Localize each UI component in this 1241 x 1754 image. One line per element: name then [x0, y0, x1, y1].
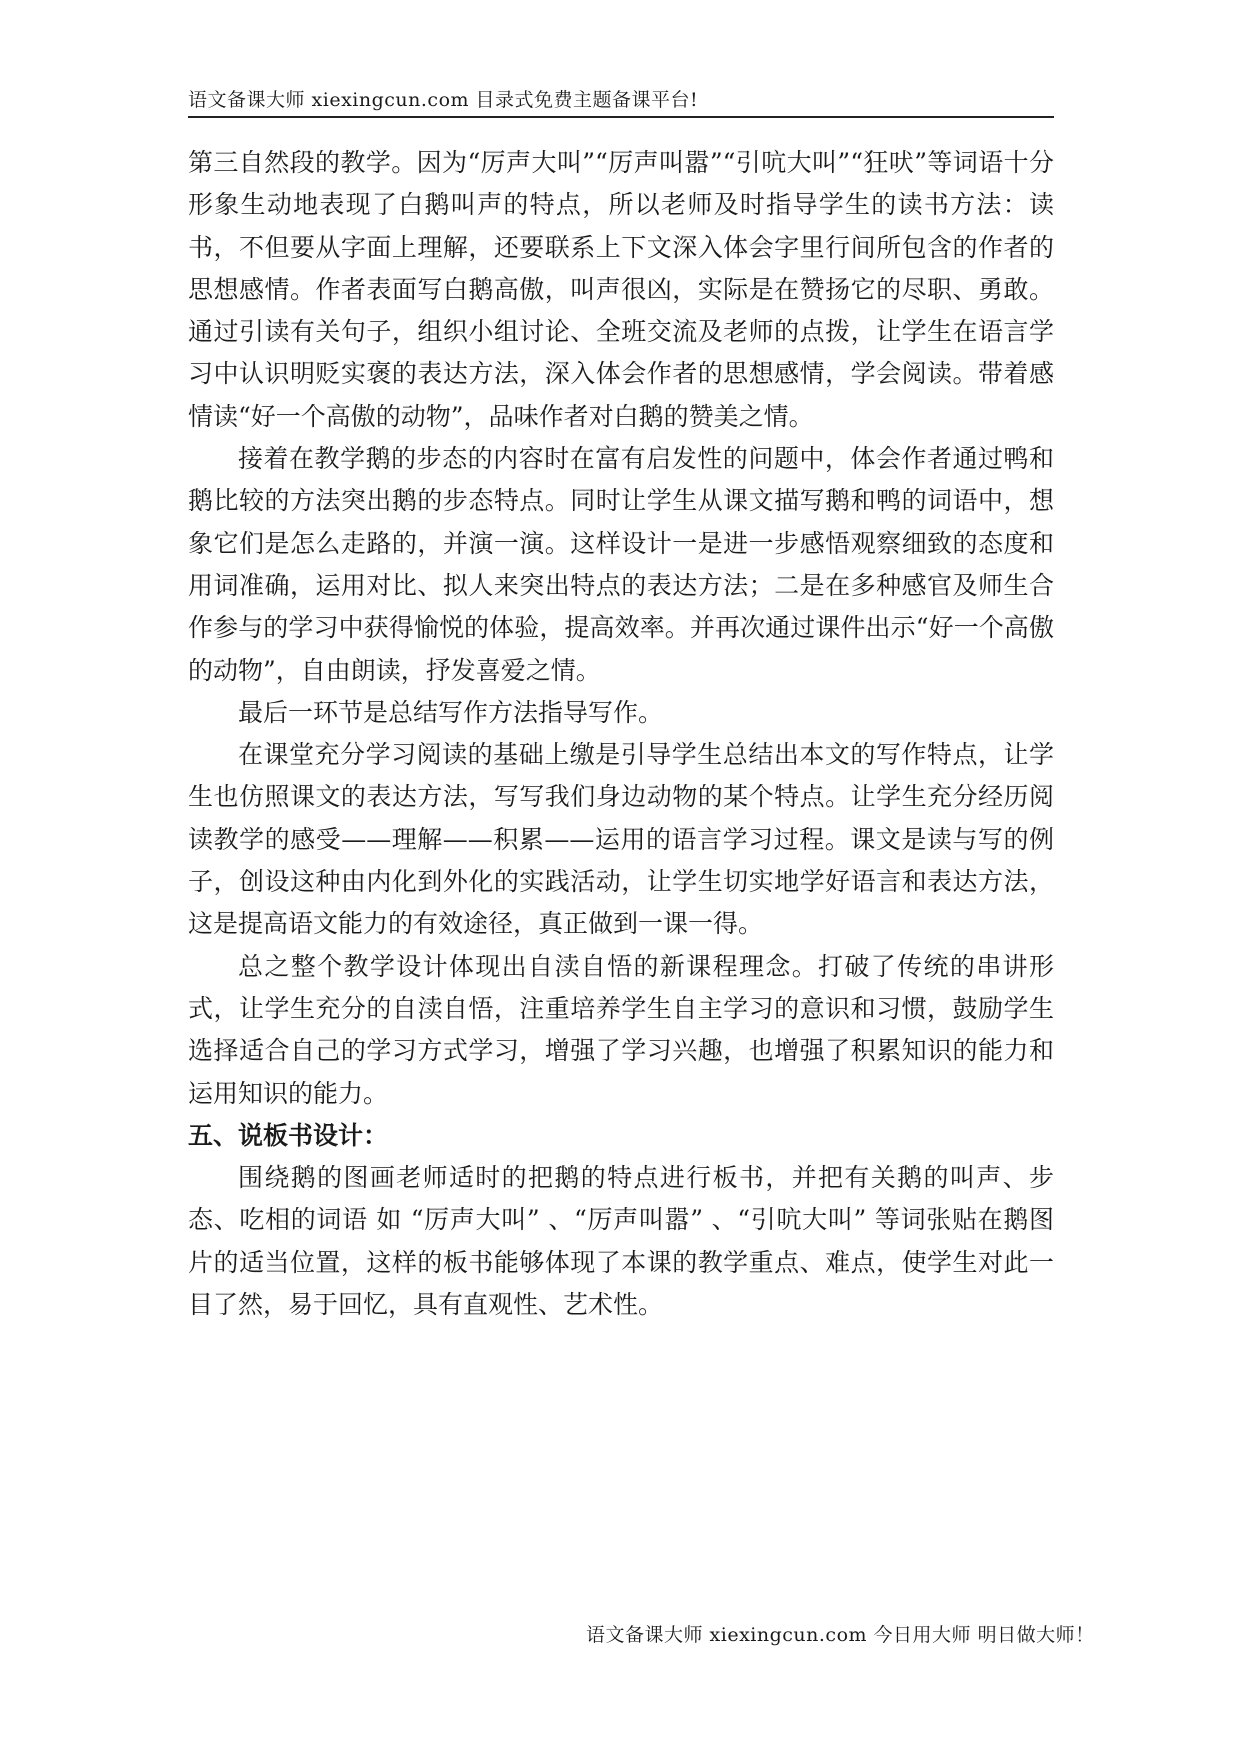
section-heading-blackboard-design: 五、说板书设计：: [188, 1120, 389, 1150]
paragraph-conclusion: 总之整个教学设计体现出自渎自悟的新课程理念。打破了传统的串讲形式，让学生充分的自渎自悟，注重培养学生自主学习的意识和习惯，鼓励学生选择适合自己的学习方式学习，增强了学习兴趣，也增强了积累知识的能力和运用知识的能力。: [188, 951, 1054, 1108]
document-body: [188, 142, 1054, 1326]
paragraph-third-section: 第三自然段的教学。因为“厉声大叫”“厉声叫嚣”“引吭大叫”“狂吠”等词语十分形象生动地表现了白鹅叫声的特点，所以老师及时指导学生的读书方法：读书，不但要从字面上理解，还要联系上下文深入体会字里行间所包含的作者的思想感情。作者表面写白鹅高傲，叫声很凶，实际是在赞扬它的尽职、勇敢。通过引读有关句子，组织小组讨论、全班交流及老师的点拨，让学生在语言学习中认识明贬实褒的表达方法，深入体会作者的思想感情，学会阅读。带着感情读“好一个高傲的动物”，品味作者对白鹅的赞美之情。: [188, 148, 1054, 431]
paragraph-writing: 在课堂充分学习阅读的基础上缴是引导学生总结出本文的写作特点，让学生也仿照课文的表达方法，写写我们身边动物的某个特点。让学生充分经历阅读教学的感受——理解——积累——运用的语言学习过程。课文是读与写的例子，创设这种由内化到外化的实践活动，让学生切实地学好语言和表达方法，这是提高语文能力的有效途径，真正做到一课一得。: [188, 740, 1054, 939]
paragraph-blackboard-design: 围绕鹅的图画老师适时的把鹅的特点进行板书，并把有关鹅的叫声、步态、吃相的词语 如 “厉声大叫” 、“厉声叫嚣” 、“引吭大叫” 等词张贴在鹅图片的适当位置，这样的板书能够体现了本课的教学重点、难点，使学生对此一目了然，易于回忆，具有直观性、艺术性。: [188, 1163, 1054, 1320]
header-divider: [188, 116, 1054, 118]
paragraph-summary-step: 最后一环节是总结写作方法指导写作。: [238, 697, 664, 727]
page-header: 语文备课大师 xiexingcun.com 目录式免费主题备课平台!: [188, 89, 699, 111]
page-footer: 语文备课大师 xiexingcun.com 今日用大师 明日做大师！: [586, 1624, 1095, 1646]
paragraph-gait: 接着在教学鹅的步态的内容时在富有启发性的问题中，体会作者通过鸭和鹅比较的方法突出鹅的步态特点。同时让学生从课文描写鹅和鸭的词语中，想象它们是怎么走路的，并演一演。这样设计一是进一步感悟观察细致的态度和用词准确，运用对比、拟人来突出特点的表达方法；二是在多种感官及师生合作参与的学习中获得愉悦的体验，提高效率。并再次通过课件出示“好一个高傲的动物”，自由朗读，抒发喜爱之情。: [188, 444, 1054, 685]
